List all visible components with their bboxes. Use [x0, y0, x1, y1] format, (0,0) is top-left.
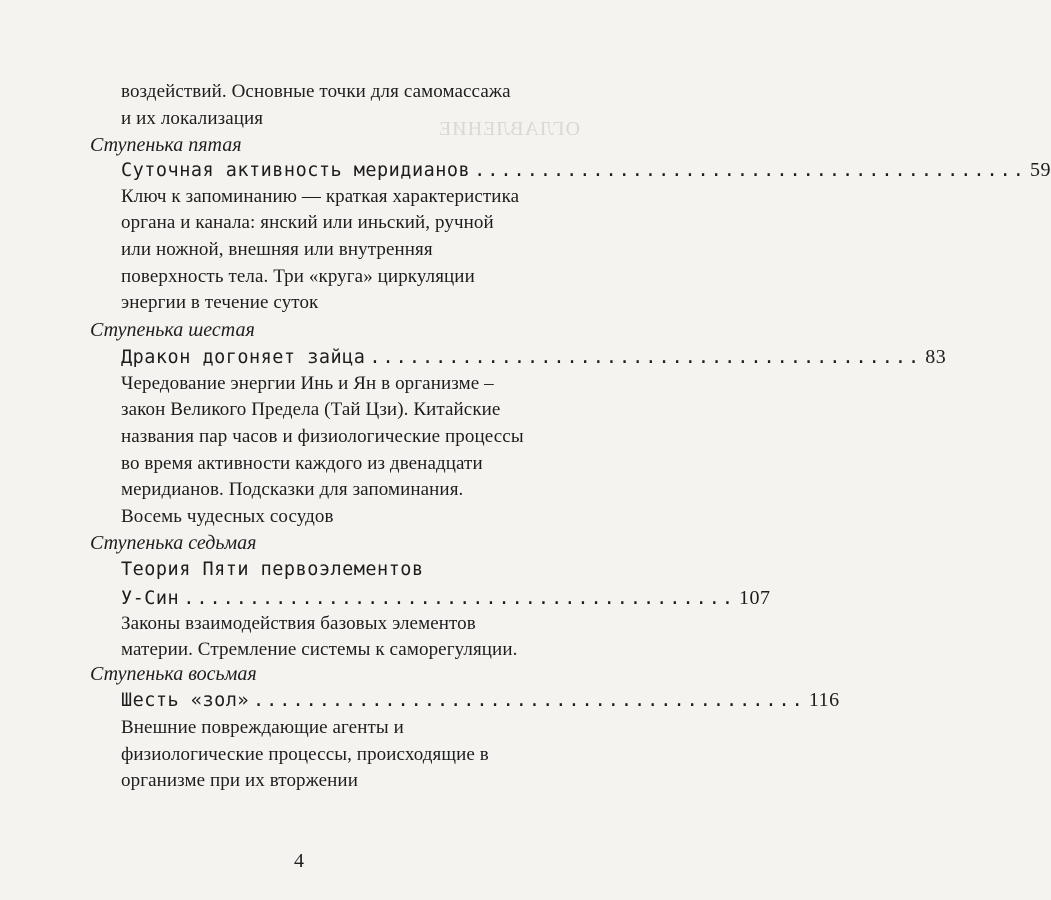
toc-text-line: Внешние повреждающие агенты и: [121, 717, 404, 738]
toc-entry[interactable]: [121, 687, 840, 714]
step-label: Ступенька восьмая: [90, 663, 257, 685]
chapter-page-number: 107: [739, 587, 771, 609]
toc-text-line: организме при их вторжении: [121, 770, 358, 791]
step-label: Ступенька седьмая: [90, 532, 257, 554]
chapter-title: Шесть «зол»: [121, 690, 250, 711]
toc-entry[interactable]: [121, 157, 1051, 184]
toc-text-line: во время активности каждого из двенадцати: [121, 453, 483, 474]
show-through-text: ОГЛАВЛЕНИЕ: [438, 118, 580, 140]
toc-text-line: поверхность тела. Три «круга» циркуляции: [121, 266, 475, 287]
chapter-page-number: 59: [1029, 159, 1051, 181]
toc-text-line: энергии в течение суток: [121, 292, 319, 313]
toc-text-line: Ключ к запоминанию — краткая характеристика: [121, 186, 520, 207]
toc-text-line: названия пар часов и физиологические процессы: [121, 426, 524, 447]
toc-text-line: воздействий. Основные точки для самомассажа: [121, 81, 511, 102]
chapter-title-continued: У-Син: [121, 588, 180, 609]
chapter-page-number: 83: [925, 346, 947, 368]
toc-text-line: органа и канала: янский или иньский, ручной: [121, 212, 494, 233]
toc-text-line: Чередование энергии Инь и Ян в организме –: [121, 373, 494, 394]
chapter-title: Теория Пяти первоэлементов: [121, 559, 424, 580]
page-number: 4: [294, 850, 304, 872]
step-label: Ступенька пятая: [90, 134, 242, 156]
chapter-title: Дракон догоняет зайца: [121, 347, 366, 368]
toc-text-line: материи. Стремление системы к саморегуляции.: [121, 639, 518, 660]
toc-text-line: меридианов. Подсказки для запоминания.: [121, 479, 464, 500]
step-label: Ступенька шестая: [90, 319, 255, 341]
chapter-title: Суточная активность меридианов: [121, 160, 471, 181]
toc-text-line: физиологические процессы, происходящие в: [121, 744, 489, 765]
toc-text-line: закон Великого Предела (Тай Цзи). Китайские: [121, 399, 501, 420]
chapter-title-line: [121, 557, 557, 583]
toc-text-line: или ножной, внешняя или внутренняя: [121, 239, 433, 260]
dot-leader: ..........................................: [369, 347, 922, 368]
toc-entry[interactable]: [121, 585, 771, 612]
toc-text-line: Законы взаимодействия базовых элементов: [121, 613, 476, 634]
toc-text-line: Восемь чудесных сосудов: [121, 506, 334, 527]
toc-text-line: и их локализация: [121, 108, 264, 129]
dot-leader: ..........................................: [253, 690, 805, 711]
chapter-page-number: 116: [808, 689, 840, 711]
toc-entry[interactable]: [121, 344, 947, 371]
dot-leader: ..........................................: [183, 588, 735, 609]
dot-leader: ..........................................: [474, 160, 1026, 181]
